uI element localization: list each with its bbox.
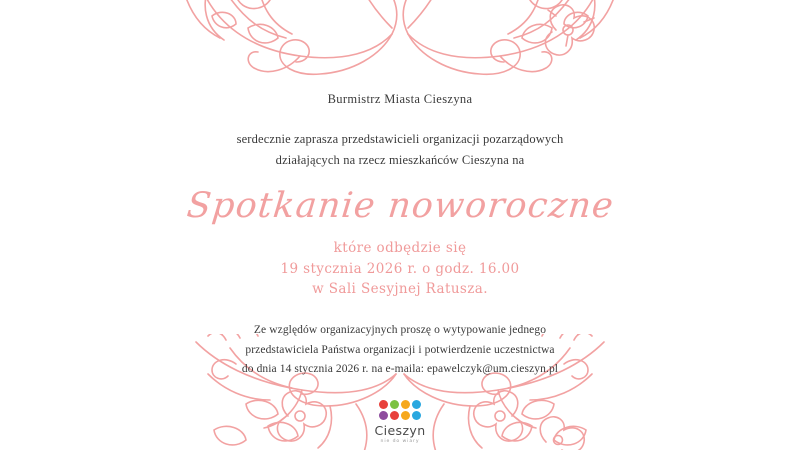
invitation-text xyxy=(237,129,564,170)
rsvp-line-3: do dnia 14 stycznia 2026 r. na e-maila: epawelczyk@um.cieszyn.pl xyxy=(241,363,559,376)
host-line: Burmistrz Miasta Cieszyna xyxy=(327,92,473,106)
logo-dot xyxy=(412,411,421,420)
logo-dots xyxy=(379,400,421,420)
event-title: Spotkanie noworoczne xyxy=(184,186,616,227)
details-line-2: 19 stycznia 2026 r. o godz. 16.00 xyxy=(280,260,520,277)
logo-dot xyxy=(401,411,410,420)
rsvp-line-1: Ze względów organizacyjnych proszę o wytypowanie jednego xyxy=(253,324,547,336)
page-margin-left xyxy=(0,0,2,450)
invitation-line-2: działających na rzecz mieszkańców Cieszyna na xyxy=(275,152,525,167)
logo-dot xyxy=(379,411,388,420)
logo-dot xyxy=(401,400,410,409)
details-line-3: w Sali Sesyjnej Ratusza. xyxy=(312,280,488,297)
logo-dot xyxy=(390,400,399,409)
logo-tagline: nie do wiary xyxy=(380,438,420,444)
event-details xyxy=(280,238,519,299)
logo-dot xyxy=(390,411,399,420)
rsvp-text xyxy=(242,321,558,380)
logo-dot xyxy=(379,400,388,409)
rsvp-line-2: przedstawiciela Państwa organizacji i potwierdzenie uczestnictwa xyxy=(245,343,555,356)
logo-dot xyxy=(412,400,421,409)
logo-name: Cieszyn xyxy=(374,422,426,438)
cieszyn-logo xyxy=(355,400,445,444)
invitation-line-1: serdecznie zaprasza przedstawicieli organizacji pozarządowych xyxy=(236,132,564,146)
details-line-1: które odbędzie się xyxy=(333,240,467,257)
